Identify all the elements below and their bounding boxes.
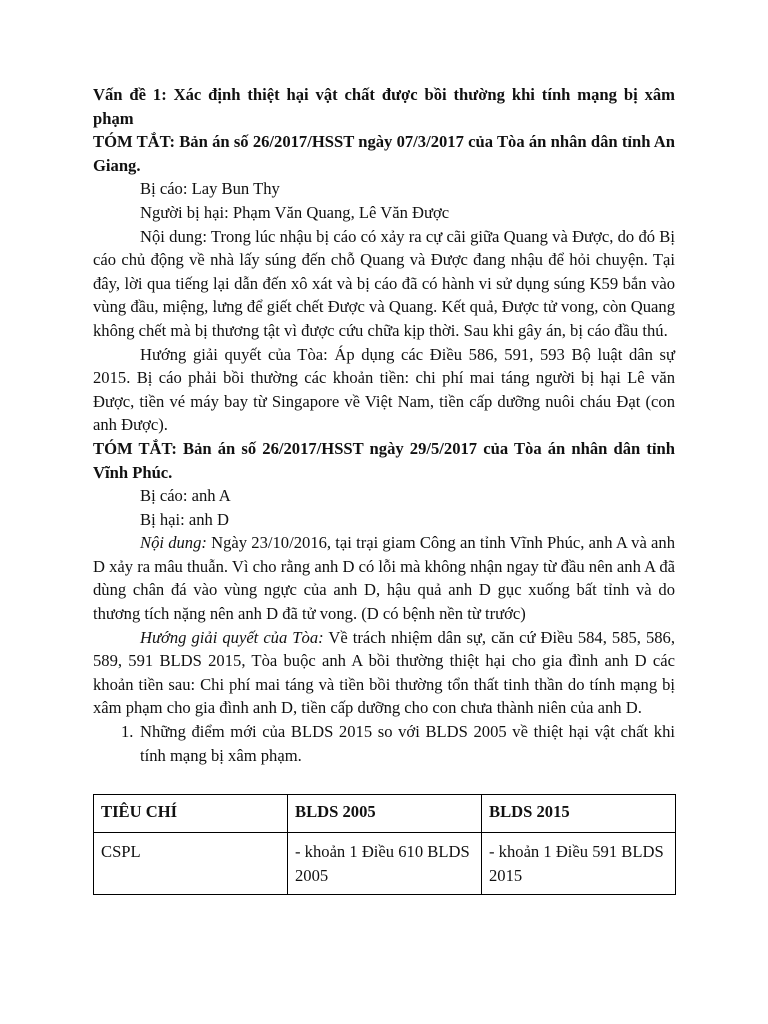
table-header-row: [94, 795, 676, 833]
case1-defendant: Bị cáo: Lay Bun Thy: [140, 179, 280, 199]
table-cell-blds-2015: - khoản 1 Điều 591 BLDS 2015: [482, 833, 676, 895]
case2-victim: Bị hại: anh D: [140, 509, 229, 529]
case2-summary-title: TÓM TẮT: Bản án số 26/2017/HSST ngày 29/5/2017 của Tòa án nhân dân tỉnh Vĩnh Phúc.: [93, 438, 675, 482]
case1-victims: Người bị hại: Phạm Văn Quang, Lê Văn Được: [140, 202, 450, 222]
table-header-blds-2015: BLDS 2015: [482, 795, 676, 833]
case1-summary-title: TÓM TẮT: Bản án số 26/2017/HSST ngày 07/3/2017 của Tòa án nhân dân tỉnh An Giang.: [93, 132, 675, 175]
table-row: [94, 833, 676, 895]
case2-content-label: Nội dung:: [140, 533, 207, 553]
issue-title: Vấn đề 1: Xác định thiệt hại vật chất được bồi thường khi tính mạng bị xâm phạm: [93, 85, 675, 128]
case2-resolution: [93, 626, 675, 720]
table-header-blds-2005: BLDS 2005: [288, 795, 482, 833]
list-item-number: 1.: [121, 722, 134, 742]
case2-defendant: Bị cáo: anh A: [140, 486, 231, 506]
case1-content: Nội dung: Trong lúc nhậu bị cáo có xảy ra cự cãi giữa Quang và Được, do đó Bị cáo chủ động về nhà lấy súng đến chỗ Quang và Được đang nhậu để hỏi chuyện. Tại đây, lời qua tiếng lại dẫn đến xô xát và bị cáo đã có hành vi sử dụng súng K59 bắn vào vùng đầu, miệng, lưng để giết chết Được và Quang. Kết quả, Được tử vong, còn Quang không chết mà bị thương tật vì được cứu chữa kịp thời. Sau khi gây án, bị cáo đầu thú.: [93, 226, 675, 340]
table-cell-blds-2005: - khoản 1 Điều 610 BLDS 2005: [288, 833, 482, 895]
case2-resolution-label: Hướng giải quyết của Tòa:: [140, 627, 324, 647]
table-cell-criteria: CSPL: [94, 833, 288, 895]
table-header-criteria: TIÊU CHÍ: [94, 795, 288, 833]
list-item: [93, 720, 675, 767]
case2-resolution-text: Về trách nhiệm dân sự, căn cứ Điều 584, 585, 586, 589, 591 BLDS 2015, Tòa buộc anh A bồi thường thiệt hại cho gia đình anh D các khoản tiền sau: Chi phí mai táng và tiền bồi thường tổn thất tinh thần do tính mạng bị xâm phạm cho gia đình anh D, tiền cấp dưỡng cho con chưa thành niên của anh D.: [93, 627, 676, 718]
comparison-table: [93, 794, 676, 895]
case1-resolution: Hướng giải quyết của Tòa: Áp dụng các Điều 586, 591, 593 Bộ luật dân sự 2015. Bị cáo phải bồi thường các khoản tiền: chi phí mai táng người bị hại Lê văn Được, tiền vé máy bay từ Singapore về Việt Nam, tiền cấp dưỡng nuôi cháu Đạt (con anh Được).: [93, 344, 675, 435]
list-item-text: Những điểm mới của BLDS 2015 so với BLDS 2005 về thiệt hại vật chất khi tính mạng bị xâm phạm.: [140, 722, 675, 765]
case2-content: [93, 531, 675, 625]
case2-content-text: Ngày 23/10/2016, tại trại giam Công an tỉnh Vĩnh Phúc, anh A và anh D xảy ra mâu thuẫn. Vì cho rằng anh D có lỗi mà không nhận ngay từ đầu nên anh A đã dùng chân đá vào vùng ngực của anh D, hậu quả anh D gục xuống bất tỉnh và do thương tích nặng nên anh D đã tử vong. (D có bệnh nền từ trước): [93, 533, 676, 624]
